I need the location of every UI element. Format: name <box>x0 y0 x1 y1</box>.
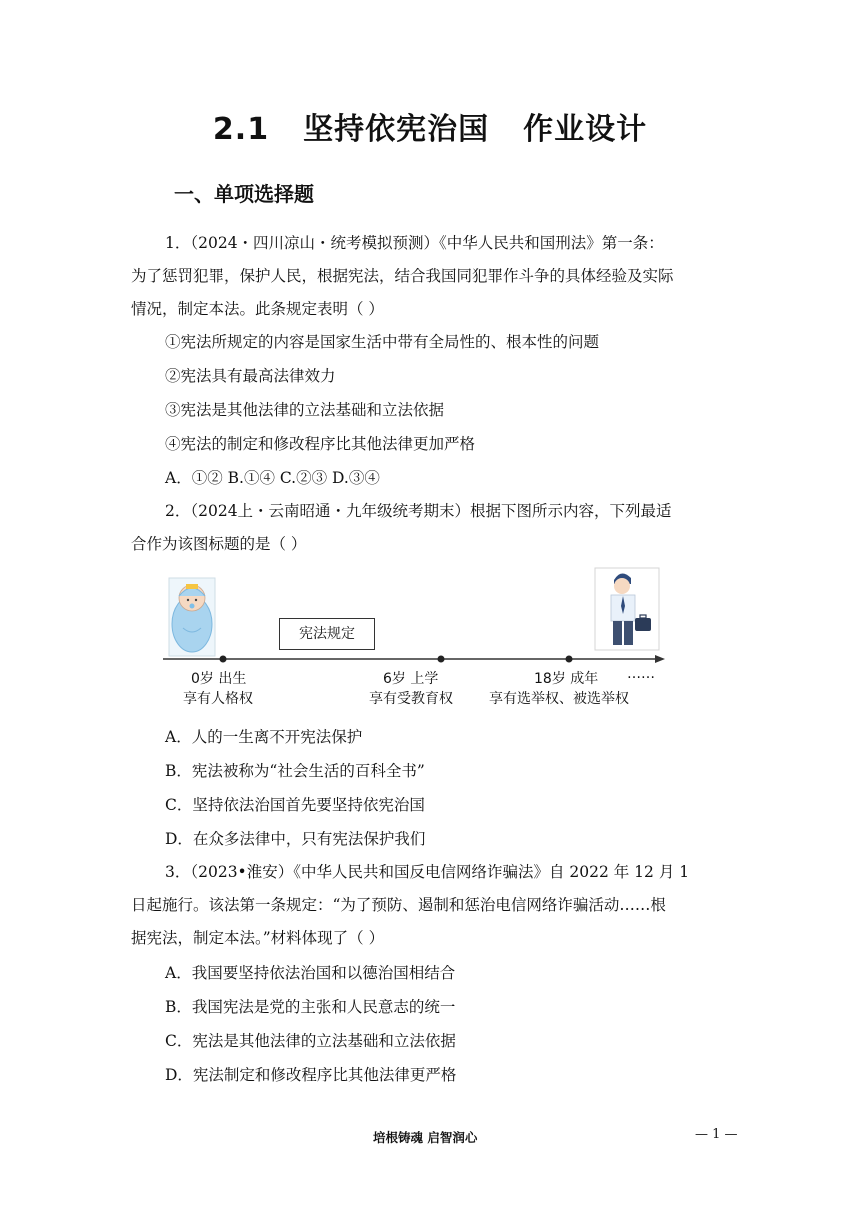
stage-adult-right: 享有选举权、被选举权 <box>489 691 629 707</box>
q2-option-c: C．坚持依法治国首先要坚持依宪治国 <box>165 796 425 814</box>
title-main: 坚持依宪治国 <box>303 112 490 147</box>
timeline-dot-school <box>438 656 445 663</box>
q3-option-d: D．宪法制定和修改程序比其他法律更严格 <box>165 1066 457 1084</box>
stage-school-age: 6岁 上学 <box>383 671 439 687</box>
q1-line1: 1．（2024・四川凉山・统考模拟预测）《中华人民共和国刑法》第一条： <box>165 234 664 252</box>
timeline-figure <box>155 560 675 720</box>
stage-adult-age: 18岁 成年 <box>534 671 599 687</box>
constitution-box-label: 宪法规定 <box>279 618 375 650</box>
stage-birth-right: 享有人格权 <box>183 691 253 707</box>
timeline-dot-adult <box>566 656 573 663</box>
q2-option-a: A．人的一生离不开宪法保护 <box>165 728 363 746</box>
q3-line1: 3．（2023•淮安）《中华人民共和国反电信网络诈骗法》自 2022 年 12 月 1 <box>165 863 690 881</box>
q1-option-1: ①宪法所规定的内容是国家生活中带有全局性的、根本性的问题 <box>165 333 600 351</box>
q2-option-d: D．在众多法律中，只有宪法保护我们 <box>165 830 426 848</box>
stage-birth-age: 0岁 出生 <box>191 671 247 687</box>
timeline-dot-birth <box>220 656 227 663</box>
q2-line1: 2．（2024上・云南昭通・九年级统考期末）根据下图所示内容，下列最适 <box>165 502 672 520</box>
q1-line2: 为了惩罚犯罪，保护人民，根据宪法，结合我国同犯罪作斗争的具体经验及实际 <box>131 267 674 285</box>
adult-illustration <box>595 568 659 650</box>
q1-line3: 情况，制定本法。此条规定表明（ ） <box>131 300 384 318</box>
footer-motto: 培根铸魂 启智润心 <box>373 1130 478 1145</box>
q3-option-b: B．我国宪法是党的主张和人民意志的统一 <box>165 998 456 1016</box>
q3-option-c: C．宪法是其他法律的立法基础和立法依据 <box>165 1032 456 1050</box>
q3-line3: 据宪法，制定本法。”材料体现了（ ） <box>131 929 385 947</box>
q1-option-2: ②宪法具有最高法律效力 <box>165 367 336 385</box>
page-title <box>0 104 860 148</box>
timeline-ellipsis: …… <box>627 666 655 682</box>
timeline-arrow <box>655 655 665 663</box>
q2-line2: 合作为该图标题的是（ ） <box>131 535 307 553</box>
q3-line2: 日起施行。该法第一条规定：“为了预防、遏制和惩治电信网络诈骗活动……根 <box>131 896 666 914</box>
title-number: 2.1 <box>212 112 270 147</box>
page-number: — 1 — <box>695 1127 738 1142</box>
q3-option-a: A．我国要坚持依法治国和以德治国相结合 <box>165 964 456 982</box>
q1-option-3: ③宪法是其他法律的立法基础和立法依据 <box>165 401 445 419</box>
q1-choices: A．①② B.①④ C.②③ D.③④ <box>165 469 380 487</box>
stage-school-right: 享有受教育权 <box>369 691 453 707</box>
q2-option-b: B．宪法被称为“社会生活的百科全书” <box>165 762 425 780</box>
title-sub: 作业设计 <box>523 112 648 147</box>
q1-option-4: ④宪法的制定和修改程序比其他法律更加严格 <box>165 435 476 453</box>
baby-illustration <box>169 578 215 656</box>
section-heading: 一、单项选择题 <box>174 182 314 206</box>
